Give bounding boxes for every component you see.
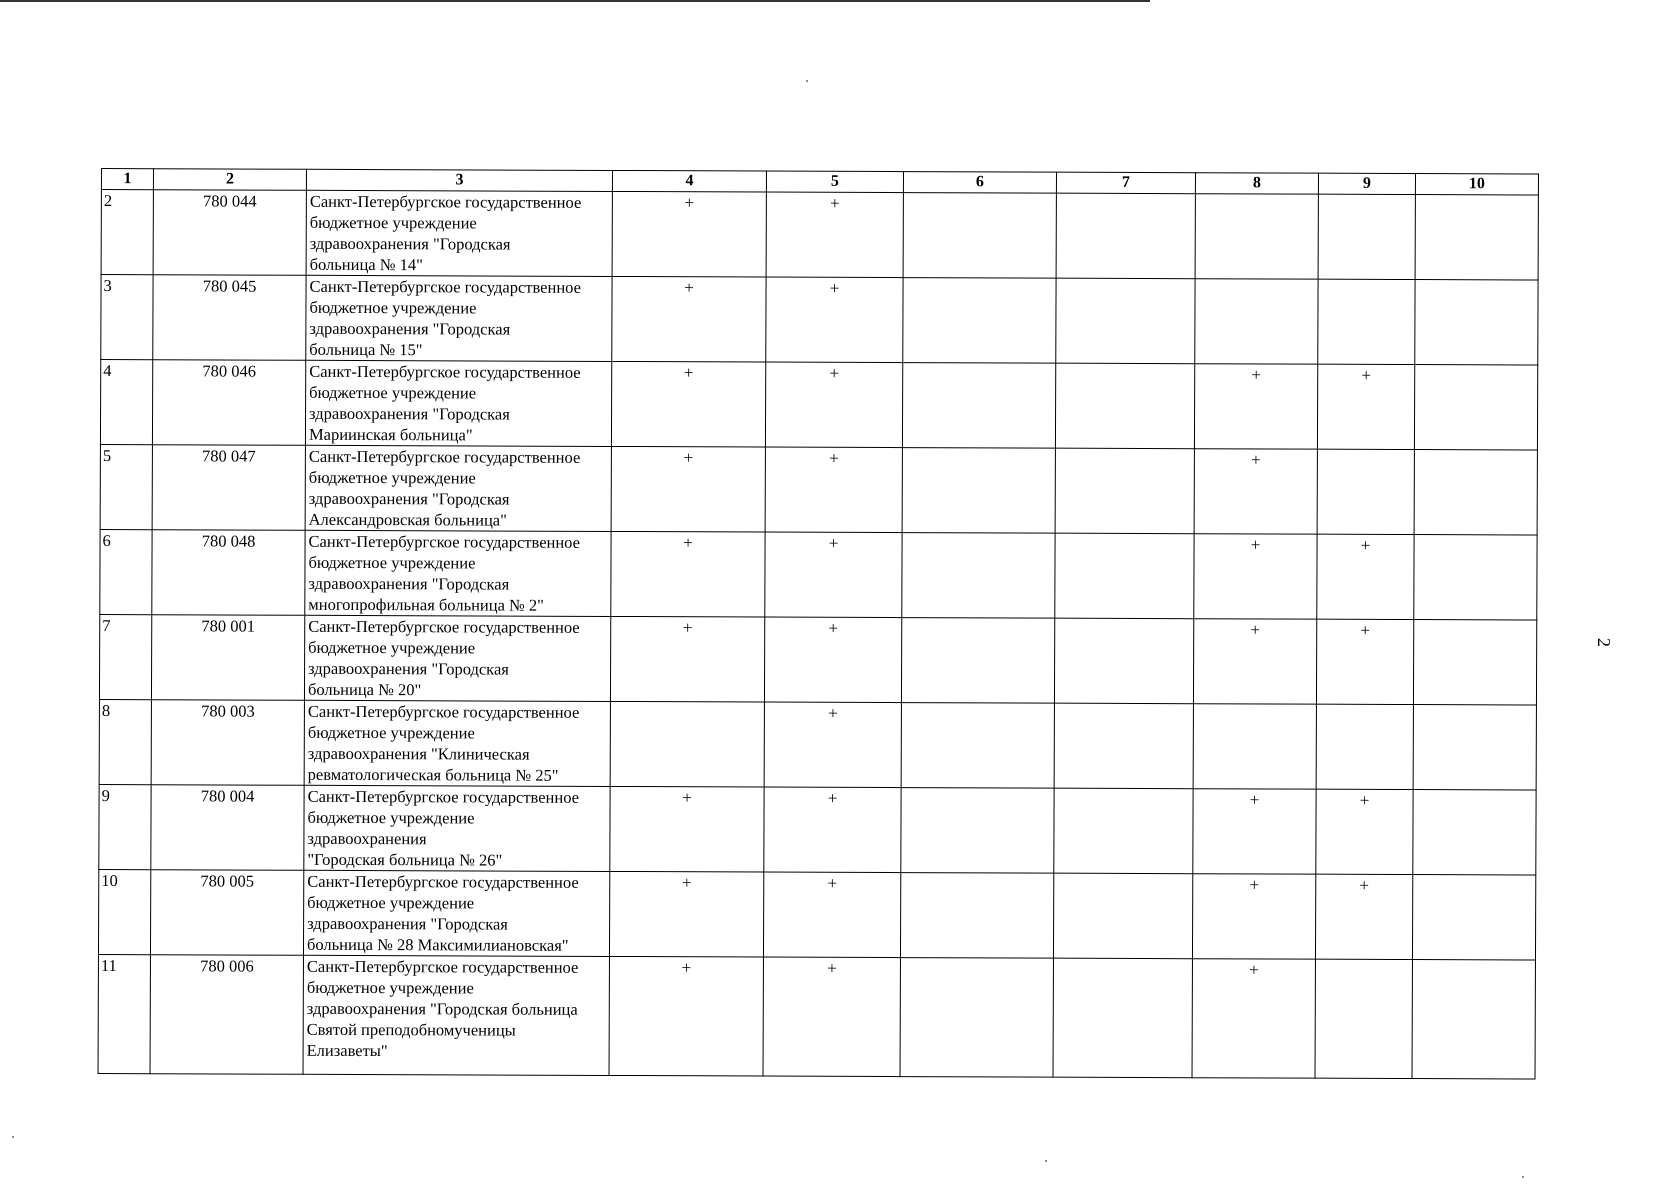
row-number: 11	[98, 954, 150, 1073]
mark-col-4: +	[611, 361, 765, 447]
table-row	[101, 275, 1538, 366]
mark-col-5: +	[763, 957, 900, 1077]
mark-col-10	[1414, 535, 1537, 620]
table-row	[100, 444, 1537, 535]
mark-col-9: +	[1317, 534, 1414, 619]
institution-name: Санкт-Петербургское государственное бюджетное учреждение здравоохранения "Городская больница № 26"	[304, 785, 610, 871]
mark-col-8: +	[1192, 959, 1315, 1078]
mark-col-4: +	[611, 446, 765, 532]
table-row	[101, 190, 1538, 281]
table-row	[99, 614, 1536, 705]
header-cell-3: 3	[306, 169, 612, 191]
institution-name: Санкт-Петербургское государственное бюджетное учреждение здравоохранения "Клиническая ревматологическая больница № 25"	[304, 700, 610, 786]
mark-col-6	[902, 533, 1055, 619]
mark-col-5: +	[763, 872, 900, 958]
mark-col-6	[903, 193, 1056, 279]
scan-speck	[12, 1136, 14, 1138]
mark-col-6	[900, 873, 1053, 959]
mark-col-6	[901, 703, 1054, 789]
mark-col-5: +	[765, 447, 902, 533]
mark-col-7	[1054, 788, 1193, 874]
header-cell-2: 2	[153, 169, 306, 191]
mark-col-8: +	[1194, 364, 1317, 449]
mark-col-10	[1415, 195, 1538, 280]
header-cell-7: 7	[1056, 172, 1195, 194]
mark-col-4: +	[611, 531, 765, 617]
scan-speck	[1045, 1160, 1047, 1162]
institution-code: 780 046	[152, 360, 305, 446]
mark-col-9	[1318, 279, 1415, 364]
mark-col-6	[902, 363, 1055, 449]
row-number: 9	[99, 784, 151, 869]
table-body	[98, 190, 1538, 1080]
scan-top-edge-line	[0, 0, 1150, 2]
row-number: 8	[99, 699, 151, 784]
mark-col-7	[1056, 278, 1195, 364]
mark-col-7	[1055, 363, 1194, 449]
mark-col-8	[1193, 704, 1316, 789]
mark-col-4	[610, 701, 764, 787]
row-number: 4	[100, 360, 152, 445]
mark-col-7	[1055, 448, 1194, 534]
institution-code: 780 004	[151, 785, 304, 871]
mark-col-9	[1317, 449, 1414, 534]
mark-col-4: +	[609, 871, 763, 957]
table-row	[100, 529, 1537, 620]
mark-col-10	[1412, 960, 1535, 1079]
mark-col-9: +	[1317, 364, 1414, 449]
table-row	[99, 784, 1536, 875]
mark-col-9	[1315, 959, 1412, 1078]
header-cell-8: 8	[1195, 173, 1318, 194]
institution-code: 780 047	[152, 445, 305, 531]
row-number: 6	[100, 529, 152, 614]
mark-col-5: +	[765, 532, 902, 618]
institution-name: Санкт-Петербургское государственное бюджетное учреждение здравоохранения "Городская многопрофильная больница № 2"	[305, 530, 611, 616]
table-row	[98, 954, 1535, 1079]
mark-col-8: +	[1193, 619, 1316, 704]
institution-code: 780 048	[152, 530, 305, 616]
mark-col-8: +	[1194, 449, 1317, 534]
institution-name: Санкт-Петербургское государственное бюджетное учреждение здравоохранения "Городская больница № 28 Максимилиановская"	[303, 870, 609, 956]
row-number: 2	[101, 190, 153, 275]
mark-col-6	[902, 448, 1055, 534]
table-row	[100, 360, 1537, 451]
mark-col-8: +	[1193, 789, 1316, 874]
row-number: 3	[101, 275, 153, 360]
header-cell-9: 9	[1318, 173, 1415, 194]
header-cell-10: 10	[1415, 174, 1538, 195]
institution-name: Санкт-Петербургское государственное бюджетное учреждение здравоохранения "Городская Александровская больница"	[305, 445, 611, 531]
institution-name: Санкт-Петербургское государственное бюджетное учреждение здравоохранения "Городская больница № 14"	[306, 190, 612, 276]
mark-col-8: +	[1194, 534, 1317, 619]
scan-speck	[1522, 1176, 1524, 1178]
institution-code: 780 001	[151, 615, 304, 701]
mark-col-7	[1053, 873, 1192, 959]
table-row	[99, 699, 1536, 790]
mark-col-4: +	[610, 786, 764, 872]
mark-col-6	[903, 278, 1056, 364]
scan-speck	[806, 80, 808, 82]
institution-name: Санкт-Петербургское государственное бюджетное учреждение здравоохранения "Городская Мариинская больница"	[305, 360, 611, 446]
mark-col-9: +	[1316, 789, 1413, 874]
institution-code: 780 006	[150, 955, 303, 1075]
mark-col-9: +	[1315, 874, 1412, 959]
mark-col-9	[1316, 704, 1413, 789]
mark-col-5: +	[764, 617, 901, 703]
mark-col-10	[1413, 705, 1536, 790]
mark-col-4: +	[610, 616, 764, 702]
row-number: 5	[100, 444, 152, 529]
mark-col-10	[1415, 280, 1538, 365]
mark-col-8	[1195, 279, 1318, 364]
mark-col-10	[1413, 790, 1536, 875]
header-cell-6: 6	[903, 172, 1056, 194]
mark-col-6	[901, 788, 1054, 874]
header-cell-1: 1	[101, 169, 153, 190]
mark-col-7	[1054, 703, 1193, 789]
mark-col-10	[1414, 450, 1537, 535]
institution-name: Санкт-Петербургское государственное бюджетное учреждение здравоохранения "Городская больница № 20"	[304, 615, 610, 701]
mark-col-7	[1055, 533, 1194, 619]
mark-col-4: +	[612, 276, 766, 362]
mark-col-5: +	[766, 277, 903, 363]
institution-code: 780 044	[153, 190, 306, 276]
table-row	[98, 869, 1535, 960]
mark-col-9: +	[1316, 619, 1413, 704]
header-cell-4: 4	[612, 170, 766, 192]
row-number: 7	[99, 614, 151, 699]
hospital-table	[98, 168, 1539, 1080]
institution-code: 780 045	[153, 275, 306, 361]
mark-col-5: +	[766, 192, 903, 278]
page-number: 2	[1594, 638, 1614, 647]
mark-col-6	[900, 958, 1053, 1078]
mark-col-10	[1414, 365, 1537, 450]
mark-col-6	[901, 618, 1054, 704]
mark-col-10	[1412, 875, 1535, 960]
mark-col-8: +	[1192, 874, 1315, 959]
mark-col-5: +	[765, 362, 902, 448]
mark-col-9	[1318, 194, 1415, 279]
institution-code: 780 005	[150, 870, 303, 956]
institution-name: Санкт-Петербургское государственное бюджетное учреждение здравоохранения "Городская больница № 15"	[306, 275, 612, 361]
mark-col-7	[1054, 618, 1193, 704]
institution-code: 780 003	[151, 700, 304, 786]
header-cell-5: 5	[766, 171, 903, 193]
row-number: 10	[98, 869, 150, 954]
mark-col-7	[1053, 958, 1192, 1078]
mark-col-4: +	[612, 191, 766, 277]
mark-col-5: +	[764, 787, 901, 873]
mark-col-8	[1195, 194, 1318, 279]
mark-col-7	[1056, 193, 1195, 279]
mark-col-4: +	[609, 956, 763, 1076]
mark-col-10	[1413, 620, 1536, 705]
institution-name: Санкт-Петербургское государственное бюджетное учреждение здравоохранения "Городская больница Святой преподобномученицы Елизаветы"	[303, 955, 609, 1075]
mark-col-5: +	[764, 702, 901, 788]
